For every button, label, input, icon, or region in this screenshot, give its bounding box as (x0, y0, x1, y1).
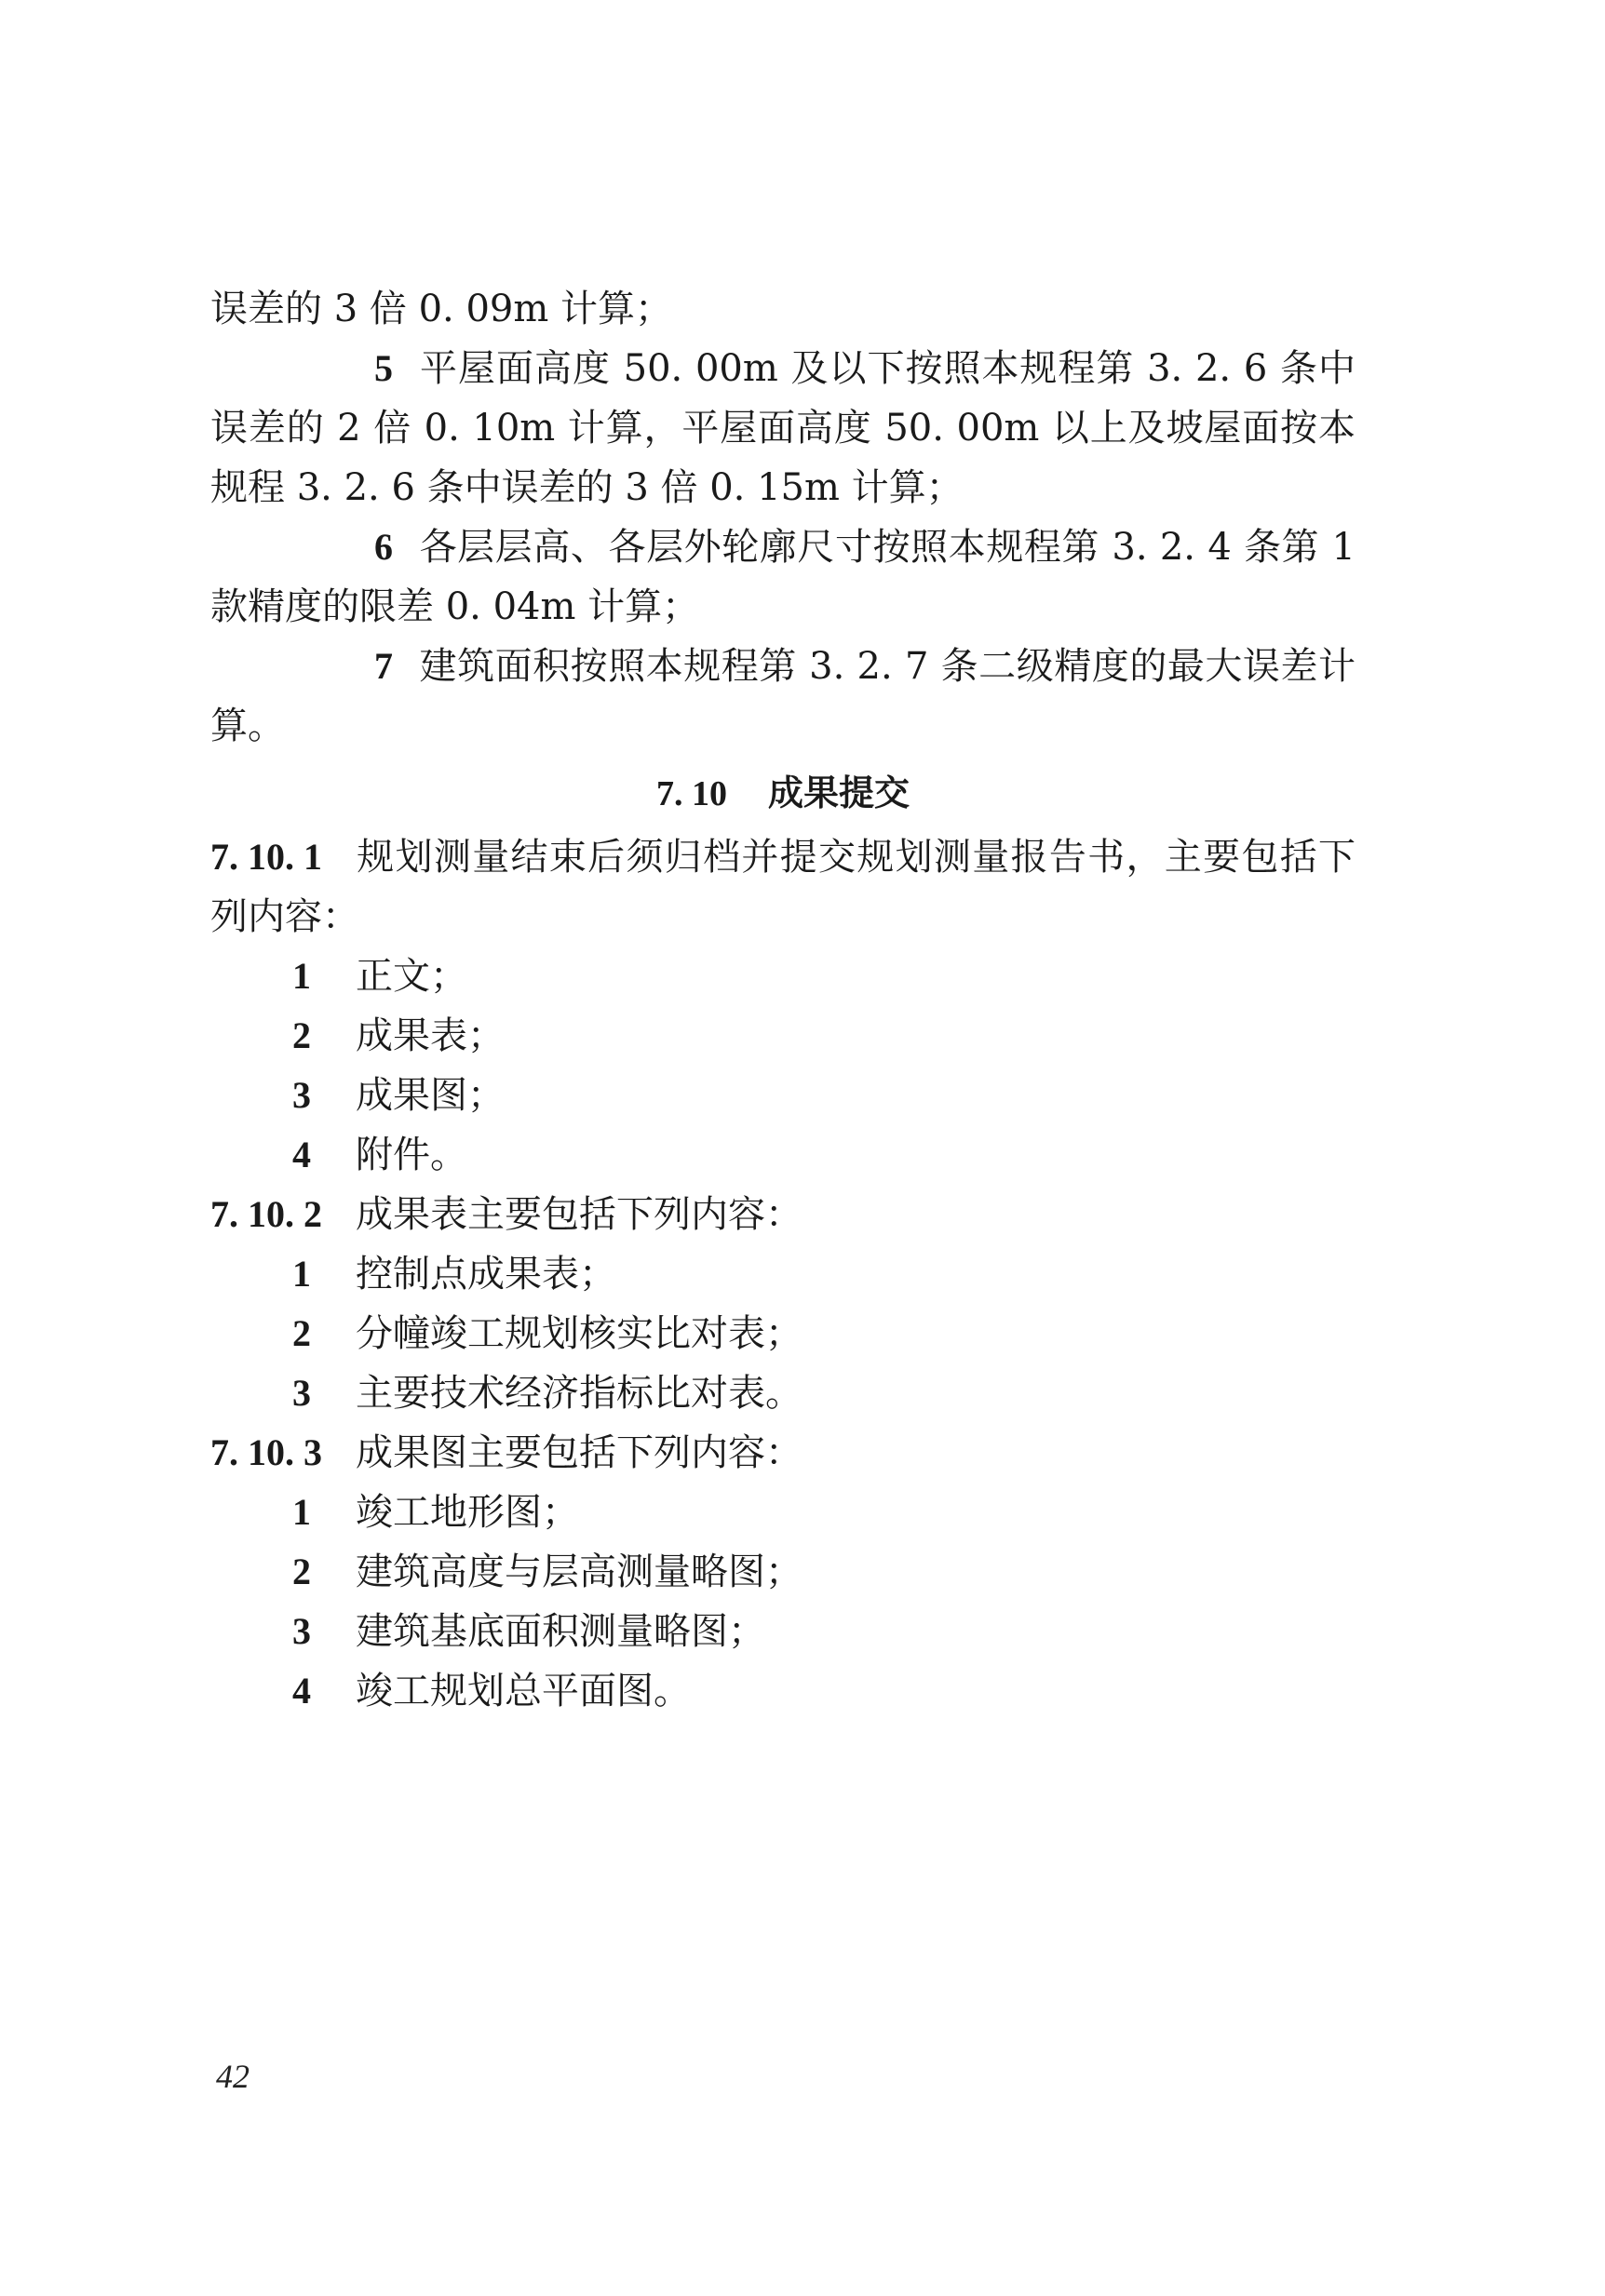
list-item (210, 1542, 1355, 1602)
clause-7-10-2 (210, 1185, 1355, 1244)
item-number: 3 (292, 1372, 311, 1414)
clause-7-10-1 (210, 827, 1355, 947)
list-item-7 (210, 637, 1355, 756)
item-text: 分幢竣工规划核实比对表； (356, 1312, 802, 1355)
list-item (210, 1125, 1355, 1185)
item-number: 3 (292, 1074, 311, 1116)
clause-number: 7. 10. 2 (210, 1193, 322, 1235)
section-title: 成果提交 (767, 772, 910, 813)
item-text: 竣工地形图； (356, 1491, 579, 1534)
clause-number: 7. 10. 3 (210, 1431, 322, 1473)
clause-text: 成果图主要包括下列内容： (356, 1431, 802, 1474)
list-item-5 (210, 339, 1355, 517)
item-number: 1 (292, 955, 311, 997)
item-number: 2 (292, 1551, 311, 1592)
item-text: 控制点成果表； (356, 1253, 616, 1296)
item-text: 成果图； (356, 1074, 505, 1117)
list-item (210, 1363, 1355, 1423)
item-number: 4 (292, 1670, 311, 1712)
clause-text: 规划测量结束后须归档并提交规划测量报告书，主要包括下列内容： (210, 836, 1355, 938)
item-text: 主要技术经济指标比对表。 (356, 1372, 802, 1415)
list-item (210, 1661, 1355, 1721)
list-item (210, 1602, 1355, 1661)
clause-number: 7. 10. 1 (210, 836, 322, 878)
item-number: 6 (374, 526, 393, 568)
section-number: 7. 10 (655, 774, 727, 813)
document-body (210, 279, 1355, 1721)
clause-7-10-3 (210, 1423, 1355, 1483)
item-text: 平屋面高度 50. 00m 及以下按照本规程第 3. 2. 6 条中误差的 2 倍 0. 10m 计算，平屋面高度 50. 00m 以上及坡屋面按本规程 3. 2. 6 条中误差的 3 倍 0. 15m 计算； (210, 347, 1355, 509)
section-heading (210, 759, 1355, 827)
item-number: 1 (292, 1491, 311, 1533)
list-item (210, 947, 1355, 1006)
item-number: 7 (374, 645, 393, 687)
clause-text: 成果表主要包括下列内容： (356, 1193, 802, 1236)
item-text: 附件。 (356, 1134, 467, 1176)
item-number: 2 (292, 1014, 311, 1056)
item-number: 3 (292, 1610, 311, 1652)
list-item (210, 1066, 1355, 1125)
item-text: 各层层高、各层外轮廓尺寸按照本规程第 3. 2. 4 条第 1 款精度的限差 0. 04m 计算； (210, 526, 1355, 628)
list-item (210, 1006, 1355, 1066)
item-text: 正文； (356, 955, 467, 998)
list-item (210, 1483, 1355, 1542)
list-item (210, 1304, 1355, 1363)
item-number: 2 (292, 1312, 311, 1354)
list-item-6 (210, 517, 1355, 637)
continuation-text: 误差的 3 倍 0. 09m 计算； (210, 288, 673, 330)
item-text: 建筑高度与层高测量略图； (356, 1551, 802, 1593)
item-number: 5 (374, 347, 393, 389)
item-text: 建筑基底面积测量略图； (356, 1610, 765, 1653)
item-number: 1 (292, 1253, 311, 1295)
item-number: 4 (292, 1134, 311, 1175)
item-text: 成果表； (356, 1014, 505, 1057)
list-item (210, 1244, 1355, 1304)
page-number: 42 (216, 2058, 250, 2095)
item-text: 建筑面积按照本规程第 3. 2. 7 条二级精度的最大误差计算。 (210, 645, 1355, 747)
item-text: 竣工规划总平面图。 (356, 1670, 691, 1712)
